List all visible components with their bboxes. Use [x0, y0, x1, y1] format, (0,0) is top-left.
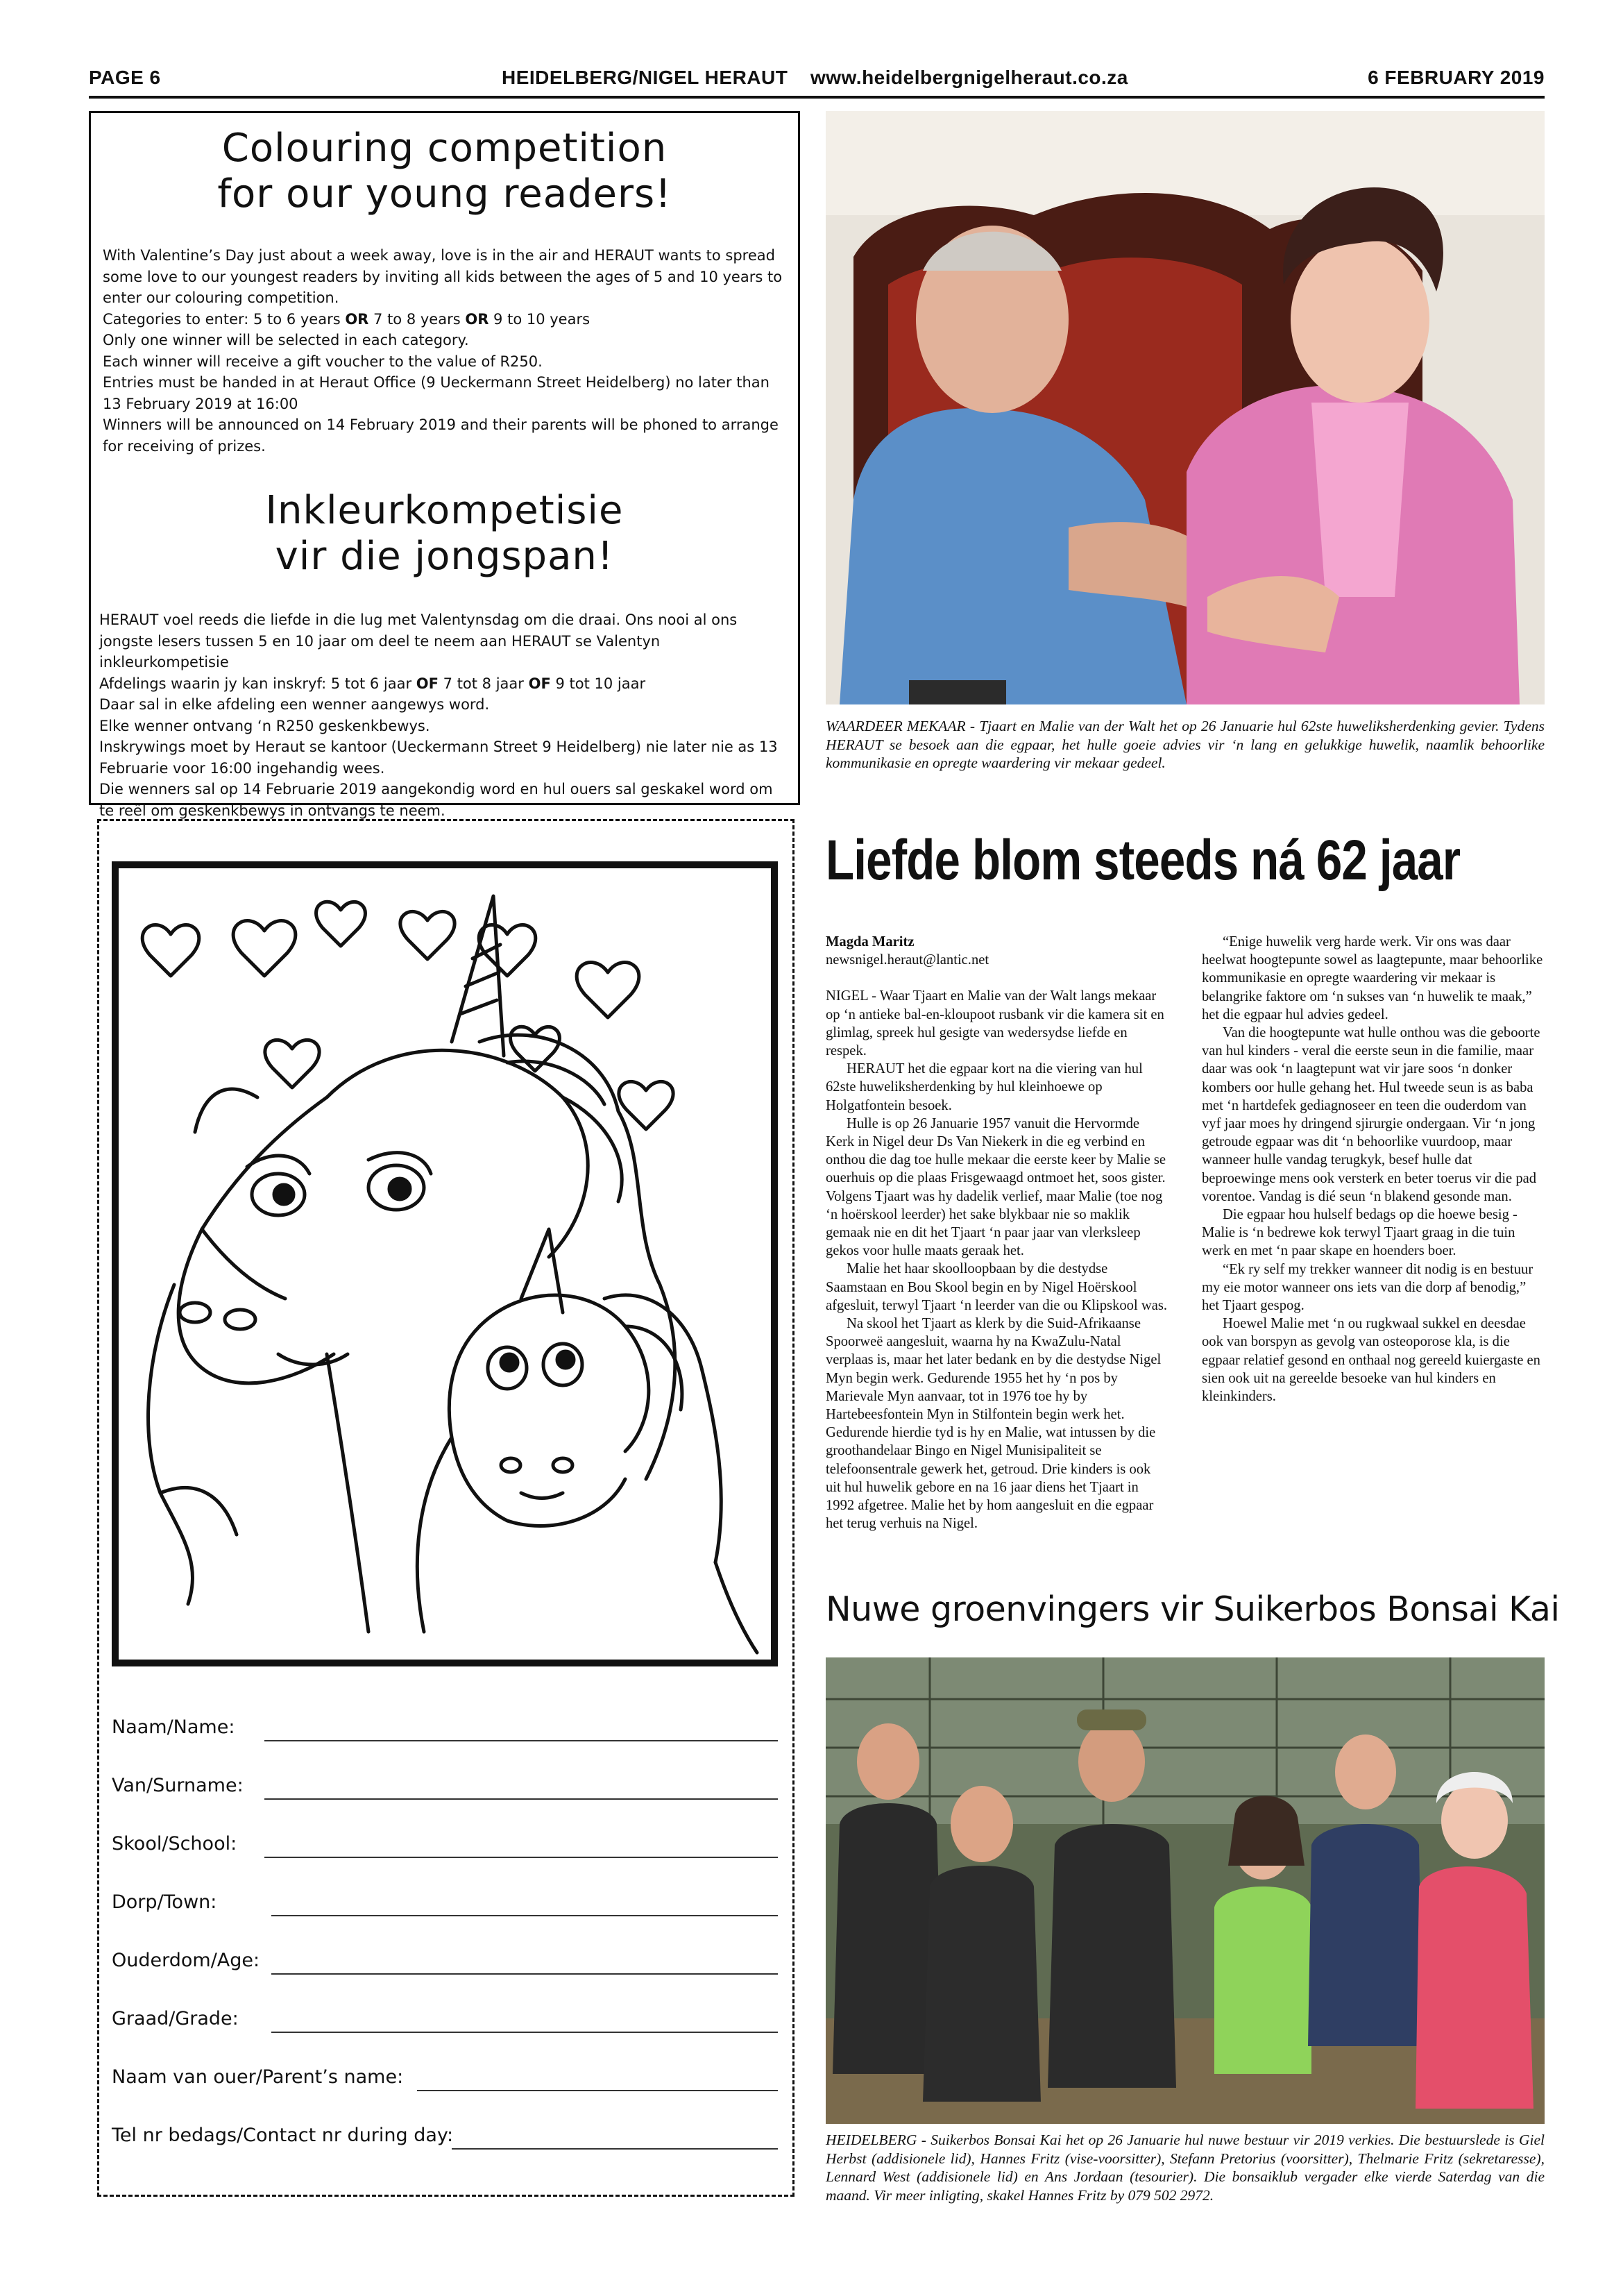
story-paragraph: Na skool het Tjaart as klerk by die Suid-Afrikaanse Spoorweë aangesluit, waarna hy na KwaZulu-Natal verplaas is, maar het later bedank en by die destydse Nigel Myn begin werk. Gedurende 1955 het hy ‘n pos by Marievale Myn aanvaar, tot in 1976 toe hy by Hartebeesfontein Myn in Stilfontein begin werk het. Gedurende hierdie tyd is hy en Malie, wat intussen by die groothandelaar Bingo en Nigel Munisipaliteit se telefoonsentrale gewerk het, getroud. Drie kinders is ook uit hul huwelik gebore en na 16 jaar diens het Tjaart in 1992 afgetree. Malie het by hom aangesluit en die egpaar het terug verhuis na Nigel.: [826, 1316, 1162, 1532]
story-paragraph: NIGEL - Waar Tjaart en Malie van der Walt langs mekaar op ‘n antieke bal-en-kloupoot rusbank vir die kamera sit en glimlag, spreek hul gesigte van wedersydse liefde en respek.: [826, 988, 1164, 1059]
paper-url[interactable]: www.heidelbergnigelheraut.co.za: [810, 67, 1128, 88]
form-row-town[interactable]: [112, 1891, 778, 1950]
competition-text-en: [103, 245, 790, 457]
form-label: Naam/Name:: [112, 1716, 235, 1738]
af-rule: Elke wenner ontvang ‘n R250 geskenkbewys.: [99, 717, 430, 734]
form-row-school[interactable]: [112, 1833, 778, 1891]
title-line-1: Colouring competition: [221, 126, 668, 171]
form-label: Dorp/Town:: [112, 1891, 217, 1913]
parent-name-field[interactable]: [417, 2090, 778, 2091]
form-label: Ouderdom/Age:: [112, 1950, 260, 1971]
story-paragraph: Hoewel Malie met ‘n ou rugkwaal sukkel en deesdae ook van borspyn as gevolg van osteoporose kla, is die egpaar relatief gesond en onthaal nog gereeld kuiergaste en sien ook uit na gereelde besoeke van hul kinders en kleinkinders.: [1202, 1316, 1540, 1405]
en-categories: Categories to enter: 5 to 6 years OR 7 to 8 years OR 9 to 10 years: [103, 310, 590, 328]
form-row-surname[interactable]: [112, 1775, 778, 1833]
couple-photo-caption: WAARDEER MEKAAR - Tjaart en Malie van der Walt het op 26 Januarie hul 62ste huweliksherdenking gevier. Tydens HERAUT se besoek aan die egpaar, het hulle goeie advies vir ‘n lang en gelukkige huwelik, naamlik behoorlike kommunikasie en opregte waardering vir mekaar gedeel.: [826, 718, 1545, 771]
competition-text-af: [99, 609, 790, 821]
competition-title-af: [91, 488, 798, 580]
age-field[interactable]: [271, 1973, 778, 1975]
form-label: Naam van ouer/Parent’s name:: [112, 2066, 404, 2088]
title-line-2: vir die jongspan!: [275, 534, 614, 579]
title-line-2: for our young readers!: [217, 171, 672, 217]
form-label: Van/Surname:: [112, 1775, 244, 1796]
form-row-contact[interactable]: [112, 2125, 778, 2183]
paper-name: HEIDELBERG/NIGEL HERAUT: [502, 67, 788, 88]
story-paragraph: Malie het haar skoolloopbaan by die destydse Saamstaan en Bou Skool begin en by Nigel Hoërskool afgesluit, terwyl Tjaart ‘n leerder van die ou Klipskool was.: [826, 1261, 1168, 1313]
en-rule: Entries must be handed in at Heraut Office (9 Ueckermann Street Heidelberg) no later than 13 February 2019 at 16:00: [103, 374, 770, 412]
form-row-parent[interactable]: [112, 2066, 778, 2125]
author-email[interactable]: newsnigel.heraut@lantic.net: [826, 952, 989, 968]
form-row-age[interactable]: [112, 1950, 778, 2008]
contact-field[interactable]: [452, 2148, 778, 2150]
story-paragraph: Van die hoogtepunte wat hulle onthou was die geboorte van hul kinders - veral die eerste seun in die familie, maar daar was ook ‘n laagtepunt wat vir jare soos ‘n donker kombers oor hulle gehang het. Hul tweede seun is as baba met ‘n hartdefek gediagnoseer en teen die ouderdom van vyf jaar moes hy dringend sjirurgie ondergaan. Vir ‘n jong getroude egpaar was dit ‘n behoorlike vuurdoop, maar wanneer hulle vandag terugkyk, besef hulle dat beproewinge mens ook versterk en beter toerus vir die pad vorentoe. Vandag is dié seun ‘n blakend gesonde man.: [1202, 1025, 1540, 1204]
competition-box: [89, 111, 800, 819]
grade-field[interactable]: [271, 2032, 778, 2033]
story-headline: Liefde blom steeds ná 62 jaar: [826, 829, 1461, 892]
byline: Magda Maritz: [826, 934, 915, 949]
af-intro: HERAUT voel reeds die liefde in die lug met Valentynsdag om die draai. Ons nooi al ons jongste lesers tussen 5 en 10 jaar om deel te neem aan HERAUT se Valentyn inkleurkompetisie: [99, 611, 738, 670]
title-line-1: Inkleurkompetisie: [265, 488, 624, 533]
unicorn-drawing-icon: [119, 868, 771, 1660]
issue-date: 6 FEBRUARY 2019: [1368, 67, 1545, 88]
form-row-name[interactable]: [112, 1716, 778, 1775]
story-paragraph: “Enige huwelik verg harde werk. Vir ons was daar heelwat hoogtepunte sowel as laagtepunte, maar behoorlike kommunikasie en opregte waardering vir mekaar is belangrike faktore om ‘n sukses van ‘n huwelik te maak,” het die egpaar hul advies gedeel.: [1202, 934, 1543, 1022]
af-rule: Die wenners sal op 14 Februarie 2019 aangekondig word en hul ouers sal geskakel word om te reël om geskenkbewys in ontvangs te neem.: [99, 781, 773, 819]
page-header: [89, 64, 1545, 99]
school-field[interactable]: [264, 1857, 778, 1858]
af-categories: Afdelings waarin jy kan inskryf: 5 tot 6 jaar OF 7 tot 8 jaar OF 9 tot 10 jaar: [99, 675, 646, 692]
form-row-grade[interactable]: [112, 2008, 778, 2066]
story-paragraph: Hulle is op 26 Januarie 1957 vanuit die Hervormde Kerk in Nigel deur Ds Van Niekerk in die eg verbind en onthou die dag toe hulle mekaar die eerste keer by Malie se ouerhuis op die plaas Frisgewaagd ontmoet het, soos gister. Volgens Tjaart was hy dadelik verlief, maar Malie (toe nog ‘n hoërskool leerder) het sake blykbaar nie so maklik gemaak nie en dit het Tjaart ‘n paar jaar van vlerksleep gekos voor hulle maats geraak het.: [826, 1115, 1166, 1259]
en-rule: Winners will be announced on 14 February 2019 and their parents will be phoned to arrange for receiving of prizes.: [103, 416, 779, 455]
bonsai-club-photo: [826, 1657, 1545, 2124]
bonsai-heading: Nuwe groenvingers vir Suikerbos Bonsai Kai: [826, 1589, 1560, 1629]
colouring-picture[interactable]: [112, 861, 778, 1666]
page-number: PAGE 6: [89, 67, 161, 88]
couple-photo: [826, 111, 1545, 704]
surname-field[interactable]: [264, 1798, 778, 1800]
en-rule: Each winner will receive a gift voucher to the value of R250.: [103, 353, 543, 370]
bonsai-photo-caption: HEIDELBERG - Suikerbos Bonsai Kai het op 26 Januarie hul nuwe bestuur vir 2019 verkies. Die bestuurslede is Giel Herbst (addisionele lid), Hannes Fritz (vise-voorsitter), Stefann Pretorius (voorsitter), Thelmarie Fritz (sekretaresse), Lennard West (addisionele lid) en Ans Jordaan (tesourier). Die bonsaiklub vergader elke vierde Saterdag van die maand. Vir meer inligting, skakel Hannes Fritz by 079 502 2972.: [826, 2132, 1545, 2204]
af-rule: Daar sal in elke afdeling een wenner aangewys word.: [99, 696, 490, 713]
af-rule: Inskrywings moet by Heraut se kantoor (Ueckermann Street 9 Heidelberg) nie later nie as 13 Februarie voor 16:00 ingehandig wees.: [99, 738, 778, 777]
competition-title-en: [91, 126, 798, 217]
en-rule: Only one winner will be selected in each category.: [103, 332, 469, 348]
story-paragraph: HERAUT het die egpaar kort na die viering van hul 62ste huweliksherdenking by hul kleinhoewe op Holgatfontein besoek.: [826, 1061, 1143, 1113]
story-body: [826, 933, 1545, 1561]
story-paragraph: “Ek ry self my trekker wanneer dit nodig is en bestuur my eie motor wanneer ons iets van die dorp af benodig,” het Tjaart gespog.: [1202, 1261, 1533, 1314]
town-field[interactable]: [271, 1915, 778, 1916]
colouring-entry-form: [97, 819, 794, 2197]
entry-form-fields: [112, 1716, 778, 2183]
name-field[interactable]: [264, 1740, 778, 1741]
form-label: Graad/Grade:: [112, 2008, 239, 2029]
story-paragraph: Die egpaar hou hulself bedags op die hoewe besig - Malie is ‘n bedrewe kok terwyl Tjaart graag in die tuin werk en met ‘n paar skape en hoenders boer.: [1202, 1207, 1518, 1259]
form-label: Skool/School:: [112, 1833, 237, 1855]
en-intro: With Valentine’s Day just about a week away, love is in the air and HERAUT wants to spread some love to our youngest readers by inviting all kids between the ages of 5 and 10 years to enter our colouring competition.: [103, 247, 783, 306]
form-label: Tel nr bedags/Contact nr during day:: [112, 2125, 454, 2146]
